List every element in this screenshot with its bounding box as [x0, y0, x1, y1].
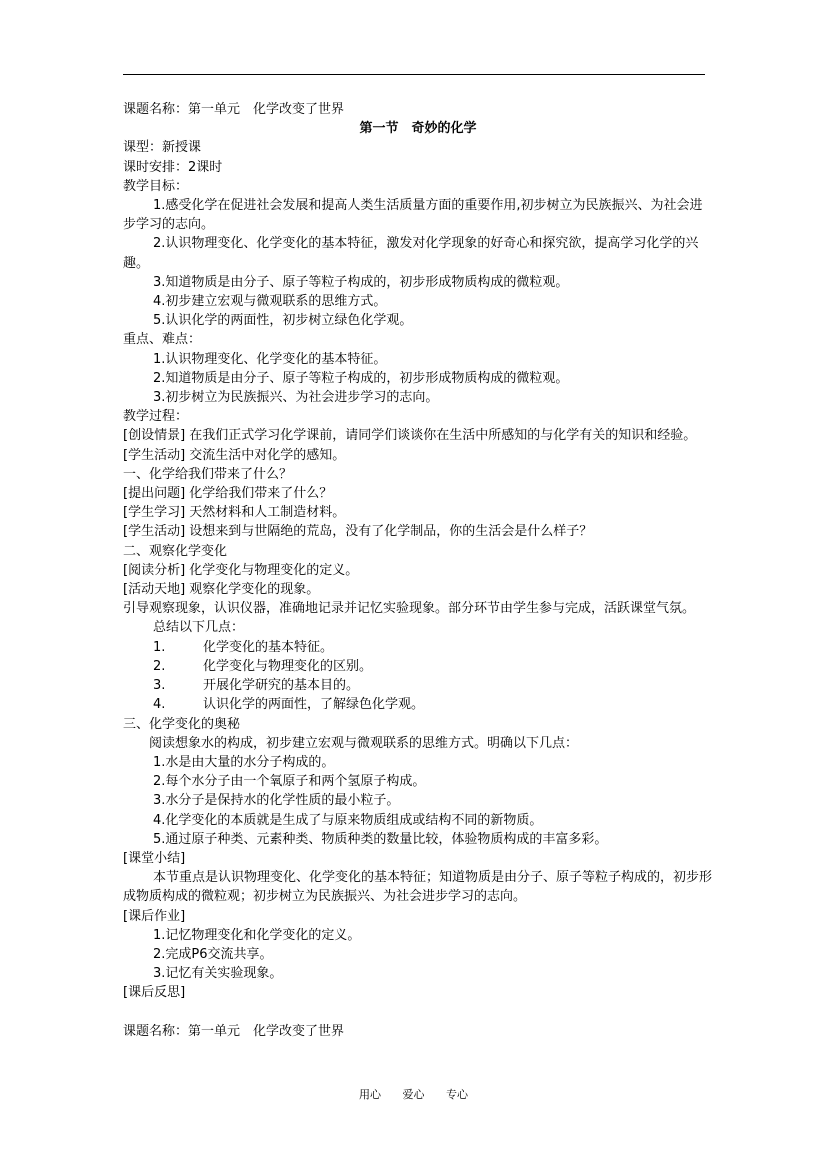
goals-heading: 教学目标：: [123, 178, 189, 194]
summary-intro: 总结以下几点：: [153, 620, 245, 636]
water-item: 2.每个水分子由一个氧原子和两个氢原子构成。: [153, 774, 426, 790]
goal-item: 3.知道物质是由分子、原子等粒子构成的，初步形成物质构成的微粒观。: [153, 274, 569, 290]
homework-item: 2.完成P6交流共享。: [153, 946, 273, 962]
process-paragraph: [活动天地] 观察化学变化的现象。: [123, 582, 320, 598]
summary-item: 4. 认识化学的两面性，了解绿色化学观。: [153, 697, 425, 713]
homework-item: 3.记忆有关实验现象。: [153, 966, 283, 982]
next-lesson-title: 课题名称：第一单元 化学改变了世界: [123, 1023, 345, 1039]
process-paragraph: [学生活动] 设想来到与世隔绝的荒岛，没有了化学制品，你的生活会是什么样子？: [123, 524, 593, 540]
water-item: 3.水分子是保持水的化学性质的最小粒子。: [153, 793, 400, 809]
goal-item: 1.感受化学在促进社会发展和提高人类生活质量方面的重要作用,初步树立为民族振兴、为社会进步学习的志向。: [123, 198, 703, 233]
footer-text: 爱心: [402, 1088, 425, 1101]
key-heading: 重点、难点：: [123, 332, 202, 348]
summary-item: 1. 化学变化的基本特征。: [153, 639, 334, 655]
summary-item: 2. 化学变化与物理变化的区别。: [153, 658, 373, 674]
page-footer: [0, 1086, 827, 1102]
water-item: 5.通过原子种类、元素种类、物质种类的数量比较，体验物质构成的丰富多彩。: [153, 831, 608, 847]
lesson-title: 课题名称：第一单元 化学改变了世界: [123, 102, 345, 117]
section-heading: 一、化学给我们带来了什么？: [123, 466, 293, 482]
water-item: 4.化学变化的本质就是生成了与原来物质组成或结构不同的新物质。: [153, 812, 543, 828]
goal-item: 4.初步建立宏观与微观联系的思维方式。: [153, 294, 387, 310]
key-item: 3.初步树立为民族振兴、为社会进步学习的志向。: [153, 390, 439, 406]
footer-text: 专心: [446, 1088, 468, 1101]
key-item: 1.认识物理变化、化学变化的基本特征。: [153, 351, 387, 367]
water-item: 1.水是由大量的水分子构成的。: [153, 754, 335, 770]
reflection-heading: [课后反思]: [123, 985, 186, 1001]
header-rule: [123, 74, 705, 75]
process-paragraph: [学生活动] 交流生活中对化学的感知。: [123, 447, 346, 463]
class-summary-text: 本节重点是认识物理变化、化学变化的基本特征；知道物质是由分子、原子等粒子构成的，初步形成物质构成的微粒观；初步树立为民族振兴、为社会进步学习的志向。: [123, 870, 713, 905]
class-summary-heading: [课堂小结]: [123, 850, 186, 866]
process-heading: 教学过程：: [123, 409, 189, 425]
homework-item: 1.记忆物理变化和化学变化的定义。: [153, 927, 361, 943]
key-item: 2.知道物质是由分子、原子等粒子构成的，初步形成物质构成的微粒观。: [153, 370, 569, 386]
process-paragraph: [学生学习] 天然材料和人工制造材料。: [123, 505, 346, 521]
section-heading: 二、观察化学变化: [123, 543, 228, 559]
process-paragraph: [阅读分析] 化学变化与物理变化的定义。: [123, 562, 359, 578]
document-body: [123, 100, 713, 1041]
process-paragraph: [创设情景] 在我们正式学习化学课前，请同学们谈谈你在生活中所感知的与化学有关的知识和经验。: [123, 428, 697, 444]
process-paragraph: [提出问题] 化学给我们带来了什么？: [123, 486, 333, 502]
lesson-type: 课型：新授课: [123, 140, 202, 156]
goal-item: 5.认识化学的两面性，初步树立绿色化学观。: [153, 313, 413, 329]
lesson-hours: 课时安排：2课时: [123, 159, 223, 175]
process-paragraph: 引导观察现象，认识仪器，准确地记录并记忆实验现象。部分环节由学生参与完成，活跃课堂气氛。: [123, 601, 696, 617]
section-heading: 三、化学变化的奥秘: [123, 716, 241, 732]
footer-text: 用心: [359, 1088, 381, 1101]
section-title: 第一节 奇妙的化学: [359, 121, 477, 137]
process-paragraph: 阅读想象水的构成，初步建立宏观与微观联系的思维方式。明确以下几点：: [149, 735, 579, 751]
goal-item: 2.认识物理变化、化学变化的基本特征，激发对化学现象的好奇心和探究欲，提高学习化学的兴趣。: [123, 236, 699, 271]
summary-item: 3. 开展化学研究的基本目的。: [153, 678, 360, 694]
homework-heading: [课后作业]: [123, 908, 186, 924]
